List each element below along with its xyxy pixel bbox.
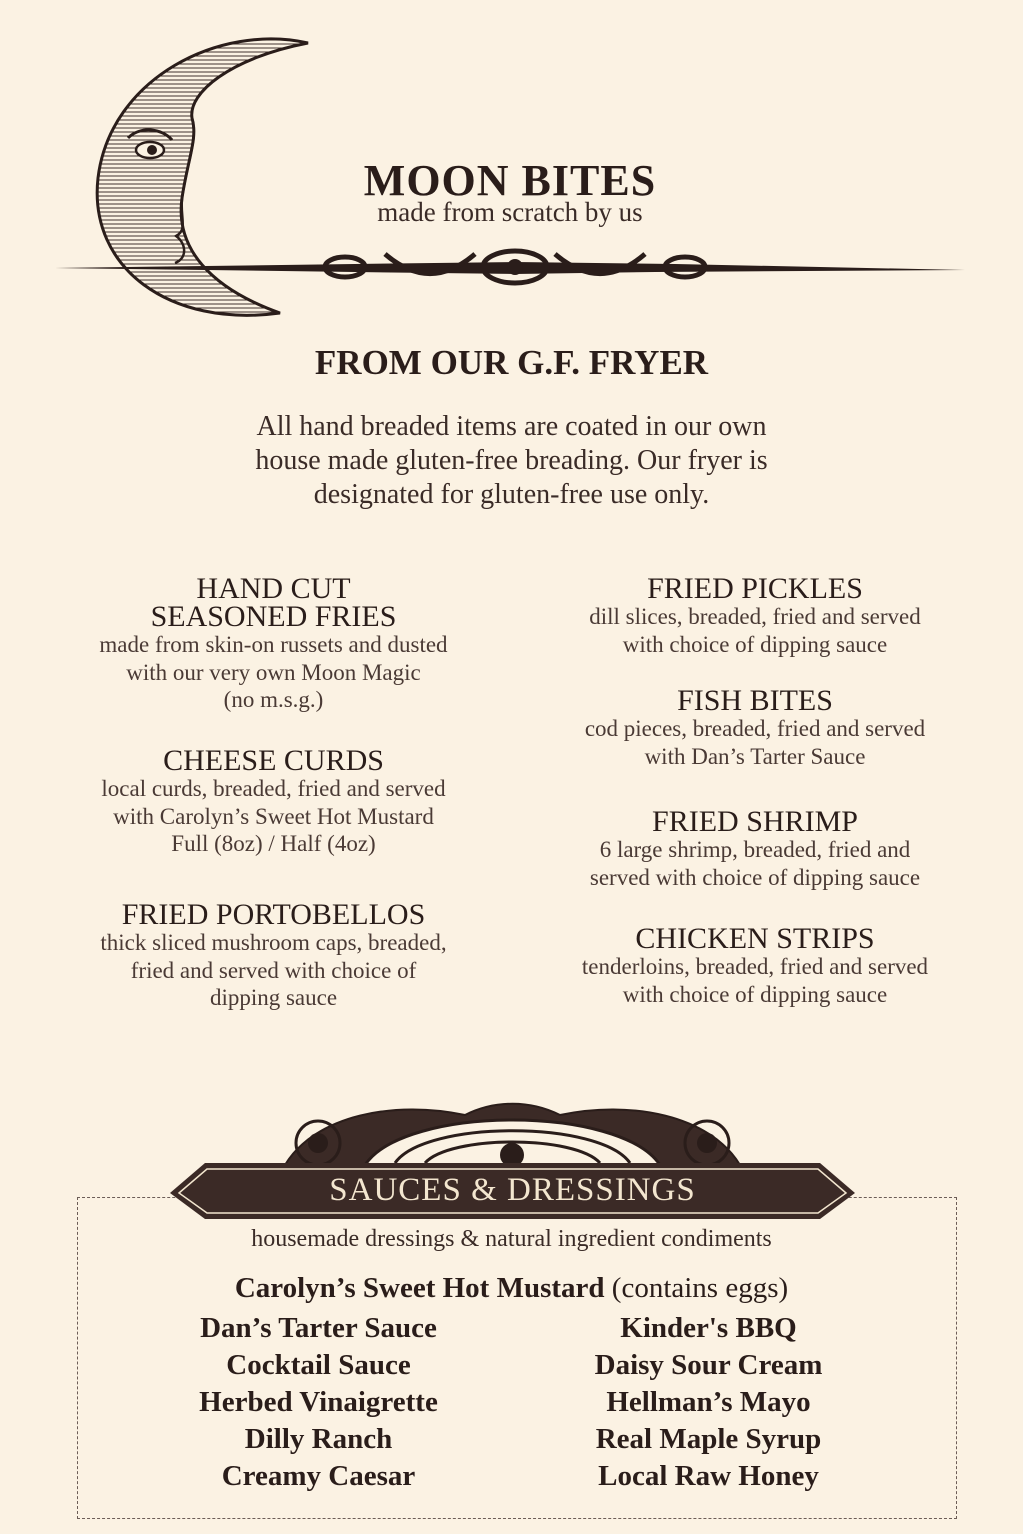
sauces-right-column xyxy=(540,1310,877,1495)
menu-item-fish-bites xyxy=(540,684,970,770)
menu-item-fried-portobellos xyxy=(55,898,492,1012)
sauce-item: Real Maple Syrup xyxy=(595,1423,822,1455)
menu-item-description: tenderloins, breaded, fried and served with choice of dipping sauce xyxy=(581,954,929,1007)
menu-item-description: thick sliced mushroom caps, breaded, fried and served with choice of dipping sauce xyxy=(100,930,447,1010)
menu-item-seasoned-fries xyxy=(55,572,492,714)
sauce-item: Dilly Ranch xyxy=(244,1423,393,1455)
sauce-item: Kinder's BBQ xyxy=(620,1312,797,1344)
sauce-item: Creamy Caesar xyxy=(221,1460,416,1492)
section-note: All hand breaded items are coated in our own house made gluten-free breading. Our fryer is designated for gluten-free use only. xyxy=(255,411,768,510)
sauce-featured-note: (contains eggs) xyxy=(611,1272,789,1304)
ornamental-divider xyxy=(55,240,975,290)
menu-item-name: HAND CUT SEASONED FRIES xyxy=(150,572,397,633)
menu-item-name: FRIED PORTOBELLOS xyxy=(121,898,426,931)
sauce-featured-name: Carolyn’s Sweet Hot Mustard xyxy=(234,1272,605,1304)
sauces-banner-label: SAUCES & DRESSINGS xyxy=(329,1172,696,1208)
menu-item-name: FRIED PICKLES xyxy=(647,572,863,605)
menu-item-cheese-curds xyxy=(55,744,492,858)
section-heading: FROM OUR G.F. FRYER xyxy=(314,343,709,382)
sauce-item: Cocktail Sauce xyxy=(226,1349,411,1381)
sauce-featured xyxy=(150,1272,873,1305)
menu-item-description: dill slices, breaded, fried and served with choice of dipping sauce xyxy=(589,604,921,657)
crescent-moon-illustration xyxy=(80,18,330,338)
menu-item-name: CHEESE CURDS xyxy=(163,744,384,777)
menu-item-fried-shrimp xyxy=(540,805,970,891)
menu-item-fried-pickles xyxy=(540,572,970,658)
sauce-item: Dan’s Tarter Sauce xyxy=(200,1312,437,1344)
menu-item-name: FISH BITES xyxy=(677,684,833,717)
menu-item-chicken-strips xyxy=(540,922,970,1008)
menu-item-description: made from skin-on russets and dusted with our very own Moon Magic (no m.s.g.) xyxy=(99,632,448,712)
sauces-left-column xyxy=(150,1310,487,1495)
menu-item-description: local curds, breaded, fried and served with Carolyn’s Sweet Hot Mustard Full (8oz) / Half (4oz) xyxy=(101,776,446,856)
menu-item-description: 6 large shrimp, breaded, fried and served with choice of dipping sauce xyxy=(589,837,921,890)
sauces-subtitle: housemade dressings & natural ingredient condiments xyxy=(251,1226,772,1252)
sauce-item: Daisy Sour Cream xyxy=(594,1349,823,1381)
sauce-item: Herbed Vinaigrette xyxy=(199,1386,438,1418)
sauce-item: Hellman’s Mayo xyxy=(606,1386,811,1418)
page-title: MOON BITES xyxy=(363,156,657,205)
menu-item-description: cod pieces, breaded, fried and served with Dan’s Tarter Sauce xyxy=(584,716,926,769)
page-subtitle: made from scratch by us xyxy=(377,197,643,227)
menu-item-name: FRIED SHRIMP xyxy=(652,805,858,838)
menu-item-name: CHICKEN STRIPS xyxy=(635,922,875,955)
sauce-item: Local Raw Honey xyxy=(598,1460,819,1492)
